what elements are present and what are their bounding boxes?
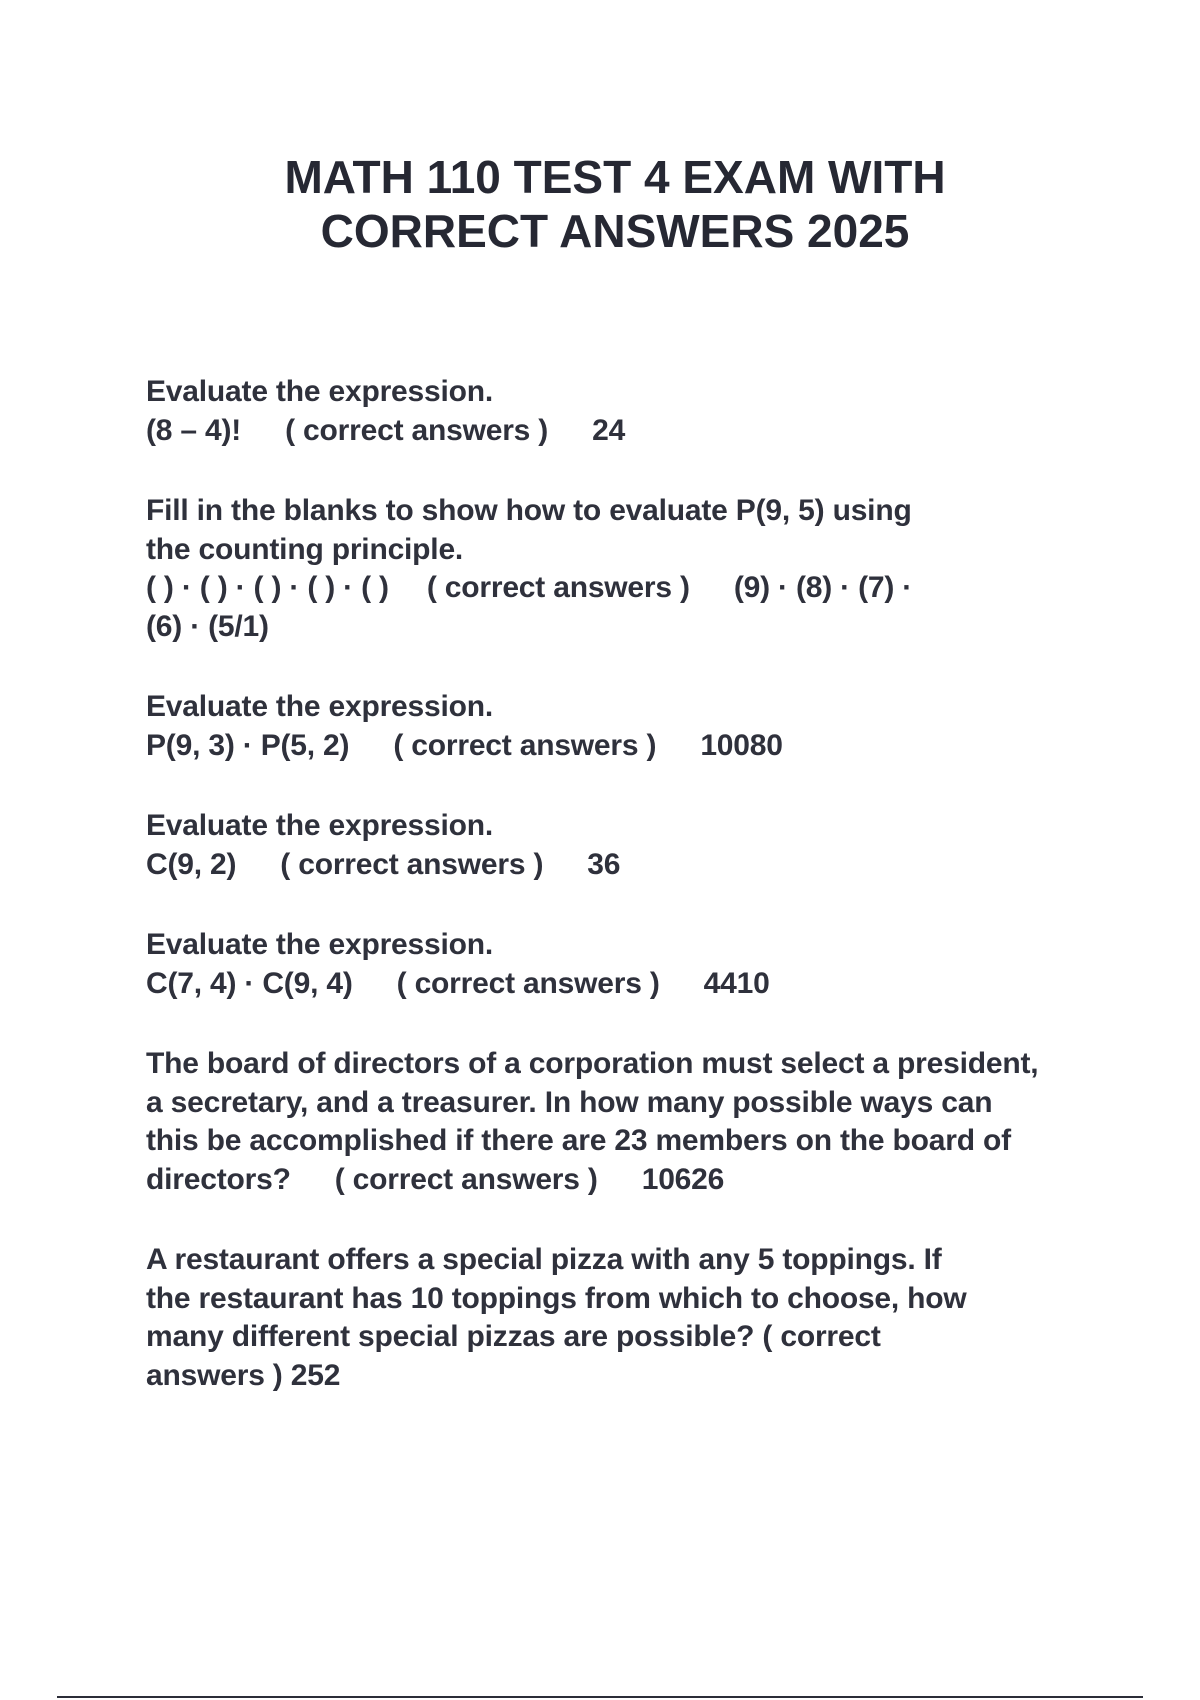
question-7-line-3	[146, 1318, 1086, 1357]
question-7-line-1: A restaurant offers a special pizza with any 5 toppings. If	[146, 1243, 942, 1276]
question-7-text-end: many different special pizzas are possible?	[146, 1320, 755, 1353]
question-5-expression: C(7, 4) · C(9, 4)	[146, 966, 353, 1000]
question-5-answer: 4410	[703, 966, 770, 1000]
question-3-body	[146, 727, 1086, 766]
question-4-body	[146, 846, 1086, 885]
question-2-prompt-line-1: Fill in the blanks to show how to evaluate P(9, 5) using	[146, 494, 912, 527]
question-4-expression: C(9, 2)	[146, 847, 237, 881]
question-3-prompt: Evaluate the expression.	[146, 690, 494, 723]
question-1	[146, 373, 1086, 450]
question-7-answer: 252	[290, 1358, 341, 1392]
title-line-1: MATH 110 TEST 4 EXAM WITH	[284, 151, 946, 203]
question-7-marker-part-1: ( correct	[762, 1320, 881, 1353]
question-3-answer: 10080	[700, 728, 783, 762]
question-2-answer-line-2: (6) · (5/1)	[146, 609, 269, 643]
question-1-expression: (8 – 4)!	[146, 413, 242, 447]
question-1-answer: 24	[592, 413, 626, 447]
question-2-answer-line-1: (9) · (8) · (7) ·	[733, 571, 913, 604]
question-2-expression: ( ) · ( ) · ( ) · ( ) · ( )	[146, 571, 389, 604]
question-2-marker: ( correct answers )	[426, 571, 690, 604]
question-4-marker: ( correct answers )	[280, 847, 544, 881]
question-1-body	[146, 412, 1086, 451]
question-4	[146, 807, 1086, 884]
title-line-2: CORRECT ANSWERS 2025	[320, 205, 910, 257]
question-2-prompt-line-2: the counting principle.	[146, 532, 464, 566]
question-6-answer: 10626	[641, 1162, 725, 1196]
document-title	[150, 150, 1080, 258]
question-6-marker: ( correct answers )	[334, 1162, 598, 1196]
question-4-answer: 36	[587, 847, 621, 881]
question-3-expression: P(9, 3) · P(5, 2)	[146, 728, 350, 762]
question-5-body	[146, 965, 1086, 1004]
question-4-prompt: Evaluate the expression.	[146, 809, 494, 842]
question-3-marker: ( correct answers )	[393, 728, 657, 762]
question-6-line-3: this be accomplished if there are 23 members on the board of	[146, 1124, 1011, 1157]
question-6	[146, 1045, 1086, 1199]
question-7-line-2: the restaurant has 10 toppings from which to choose, how	[146, 1281, 967, 1315]
question-1-prompt: Evaluate the expression.	[146, 375, 494, 408]
question-6-line-1: The board of directors of a corporation must select a president,	[146, 1047, 1039, 1080]
question-2	[146, 492, 1086, 646]
question-6-line-4	[146, 1161, 1086, 1200]
question-5-prompt: Evaluate the expression.	[146, 928, 494, 961]
question-7-marker-part-2: answers )	[146, 1358, 283, 1392]
question-6-text-end: directors?	[146, 1162, 291, 1196]
question-3	[146, 688, 1086, 765]
question-7-line-4	[146, 1357, 1086, 1396]
footer-rule	[57, 1696, 1143, 1698]
question-5	[146, 926, 1086, 1003]
question-7	[146, 1241, 1086, 1395]
question-2-body	[146, 569, 1086, 608]
question-5-marker: ( correct answers )	[396, 966, 660, 1000]
question-1-marker: ( correct answers )	[285, 413, 549, 447]
question-6-line-2: a secretary, and a treasurer. In how many possible ways can	[146, 1085, 993, 1119]
questions-list	[146, 373, 1086, 1437]
